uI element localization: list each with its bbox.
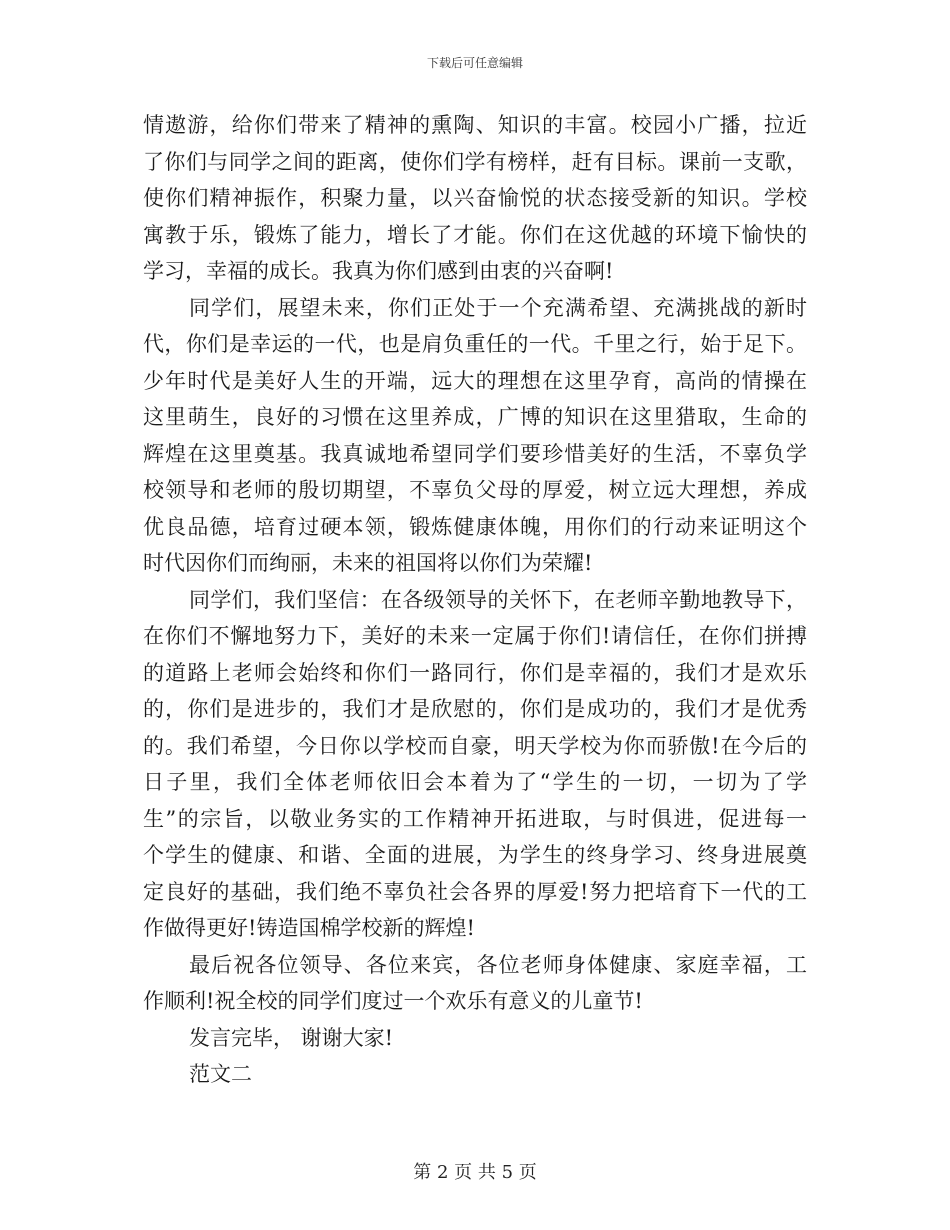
- section-heading: 范文二: [189, 1062, 252, 1086]
- text-line: 的。我们希望，今日你以学校而自豪，明天学校为你而骄傲!在今后的: [143, 733, 807, 758]
- text-line: 寓教于乐，锻炼了能力，增长了才能。你们在这优越的环境下愉快的: [143, 222, 807, 247]
- text-line: 日子里，我们全体老师依旧会本着为了“学生的一切，一切为了学: [143, 770, 807, 794]
- text-line: 使你们精神振作，积聚力量，以兴奋愉悦的状态接受新的知识。学校: [143, 186, 807, 210]
- text-line: 作做得更好!铸造国棉学校新的辉煌!: [143, 916, 475, 940]
- text-line: 学习，幸福的成长。我真为你们感到由衷的兴奋啊!: [143, 259, 614, 283]
- text-line: 的道路上老师会始终和你们一路同行，你们是幸福的，我们才是欢乐: [143, 660, 807, 685]
- text-line: 作顺利!祝全校的同学们度过一个欢乐有意义的儿童节!: [143, 989, 643, 1013]
- text-line: 少年时代是美好人生的开端，远大的理想在这里孕育，高尚的情操在: [143, 368, 807, 393]
- text-line: 的，你们是进步的，我们才是欣慰的，你们是成功的，我们才是优秀: [143, 697, 807, 721]
- page-header: 下载后可任意编辑: [426, 56, 523, 70]
- text-line: 了你们与同学之间的距离，使你们学有榜样，赶有目标。课前一支歌，: [143, 149, 807, 174]
- text-line: 个学生的健康、和谐、全面的进展，为学生的终身学习、终身进展奠: [143, 843, 807, 867]
- text-line: 情遨游，给你们带来了精神的熏陶、知识的丰富。校园小广播，拉近: [143, 113, 807, 137]
- text-line: 生”的宗旨，以敬业务实的工作精神开拓进取，与时俱进，促进每一: [143, 806, 807, 831]
- page-number-footer: 第 2 页 共 5 页: [413, 1162, 537, 1183]
- text-line: 时代因你们而绚丽，未来的祖国将以你们为荣耀!: [143, 551, 593, 575]
- paragraph-first-line: 同学们，展望未来，你们正处于一个充满希望、充满挑战的新时: [189, 295, 807, 320]
- closing-line: 发言完毕， 谢谢大家!: [189, 1025, 394, 1050]
- text-line: 辉煌在这里奠基。我真诚地希望同学们要珍惜美好的生活，不辜负学: [143, 441, 807, 466]
- paragraph-first-line: 最后祝各位领导、各位来宾，各位老师身体健康、家庭幸福，工: [189, 952, 807, 977]
- paragraph-first-line: 同学们，我们坚信：在各级领导的关怀下，在老师辛勤地教导下，: [189, 587, 807, 612]
- text-line: 校领导和老师的殷切期望，不辜负父母的厚爱，树立远大理想，养成: [143, 478, 807, 502]
- text-line: 定良好的基础，我们绝不辜负社会各界的厚爱!努力把培育下一代的工: [143, 879, 807, 904]
- text-line: 代，你们是幸运的一代，也是肩负重任的一代。千里之行，始于足下。: [143, 332, 807, 356]
- text-line: 优良品德，培育过硬本领，锻炼健康体魄，用你们的行动来证明这个: [143, 514, 807, 539]
- document-body: [143, 107, 807, 1093]
- text-line: 这里萌生，良好的习惯在这里养成，广博的知识在这里猎取，生命的: [143, 405, 807, 429]
- text-line: 在你们不懈地努力下，美好的未来一定属于你们!请信任，在你们拼搏: [143, 624, 807, 648]
